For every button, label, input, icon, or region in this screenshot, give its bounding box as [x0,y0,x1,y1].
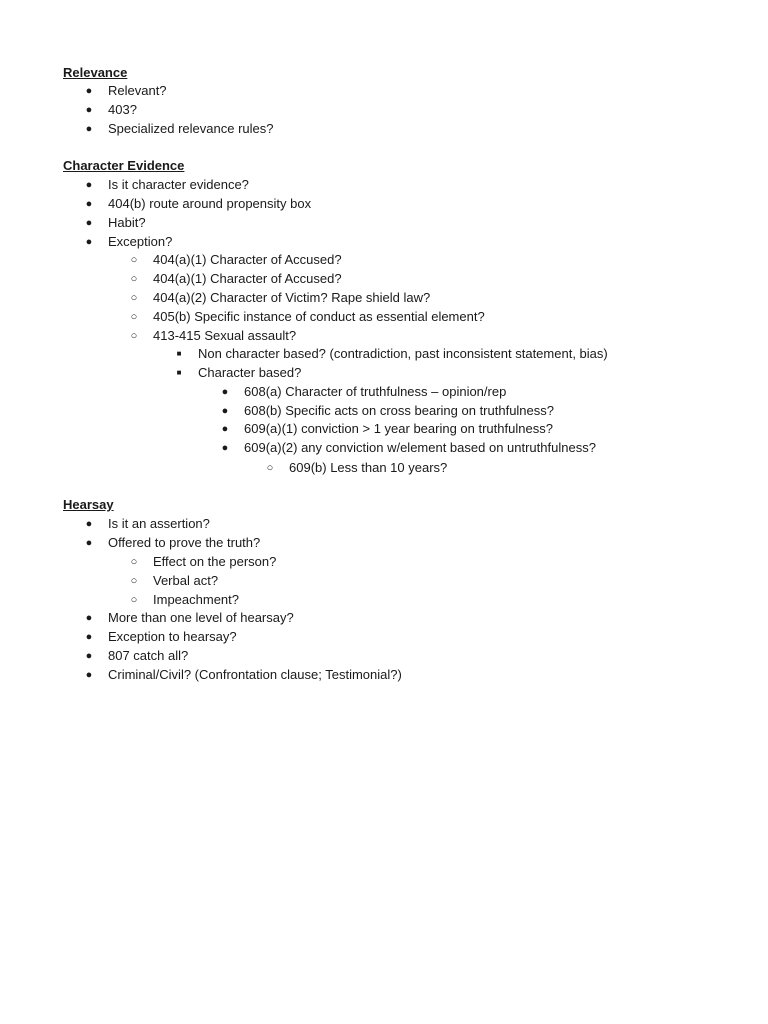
list-item: 609(b) Less than 10 years? [289,460,448,475]
section-heading-hearsay: Hearsay [63,497,114,512]
list-item: 609(a)(2) any conviction w/element based on untruthfulness? [244,440,596,455]
list-item: Impeachment? [153,592,239,607]
list-item: Offered to prove the truth? [108,535,261,550]
list-item: Criminal/Civil? (Confrontation clause; Testimonial?) [108,667,402,682]
bullet-disc: ● [85,123,93,135]
bullet-circle: ○ [130,556,138,568]
list-item: Specialized relevance rules? [108,121,274,136]
list-item: Is it character evidence? [108,177,249,192]
bullet-circle: ○ [130,575,138,587]
list-item: Effect on the person? [153,554,277,569]
bullet-disc: ● [85,104,93,116]
list-item: Habit? [108,215,146,230]
list-item: 404(a)(2) Character of Victim? Rape shield law? [153,290,431,305]
bullet-disc: ● [85,537,93,549]
list-item: 609(a)(1) conviction > 1 year bearing on truthfulness? [244,421,553,436]
list-item: Is it an assertion? [108,516,210,531]
list-item: Exception to hearsay? [108,629,237,644]
bullet-disc: ● [85,198,93,210]
bullet-disc: ● [85,236,93,248]
list-item: 807 catch all? [108,648,189,663]
bullet-disc: ● [221,423,229,435]
list-item: Verbal act? [153,573,219,588]
bullet-circle: ○ [130,311,138,323]
bullet-disc: ● [85,179,93,191]
list-item: 413-415 Sexual assault? [153,328,297,343]
section-heading-character-evidence: Character Evidence [63,158,185,173]
bullet-circle: ○ [130,254,138,266]
list-item: Character based? [198,365,302,380]
bullet-circle: ○ [130,594,138,606]
bullet-square: ■ [176,368,182,377]
list-item: Exception? [108,234,173,249]
bullet-disc: ● [85,85,93,97]
bullet-square: ■ [176,349,182,358]
bullet-circle: ○ [130,292,138,304]
bullet-disc: ● [221,386,229,398]
list-item: Non character based? (contradiction, past inconsistent statement, bias) [198,346,608,361]
bullet-disc: ● [221,442,229,454]
list-item: 405(b) Specific instance of conduct as essential element? [153,309,485,324]
list-item: 404(b) route around propensity box [108,196,312,211]
list-item: 404(a)(1) Character of Accused? [153,252,342,267]
bullet-circle: ○ [130,273,138,285]
list-item: Relevant? [108,83,167,98]
bullet-circle: ○ [130,330,138,342]
bullet-disc: ● [85,612,93,624]
bullet-circle: ○ [266,462,274,474]
bullet-disc: ● [85,518,93,530]
section-heading-relevance: Relevance [63,65,128,80]
list-item: 608(a) Character of truthfulness – opinion/rep [244,384,507,399]
list-item: 403? [108,102,137,117]
bullet-disc: ● [85,217,93,229]
bullet-disc: ● [85,631,93,643]
bullet-disc: ● [221,405,229,417]
list-item: More than one level of hearsay? [108,610,294,625]
bullet-disc: ● [85,669,93,681]
list-item: 404(a)(1) Character of Accused? [153,271,342,286]
list-item: 608(b) Specific acts on cross bearing on truthfulness? [244,403,555,418]
bullet-disc: ● [85,650,93,662]
